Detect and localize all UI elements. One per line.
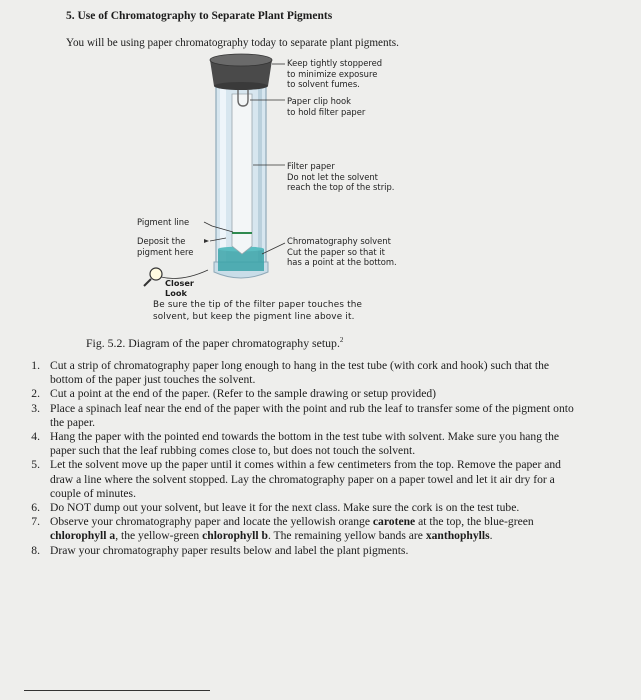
list-item: 7. Observe your chromatography paper and locate the yellowish orange carotene at the top, the blue-green chlorophyll a, the yellow-green chlorophyll b. The remaining yellow bands are xanthophylls. — [31, 515, 534, 543]
intro-text: You will be using paper chromatography today to separate plant pigments. — [66, 37, 399, 49]
filter-paper-label: Filter paper Do not let the solvent reach the top of the strip. — [287, 161, 395, 192]
list-item: 6. Do NOT dump out your solvent, but leave it for the next class. Make sure the cork is on the test tube. — [31, 501, 520, 515]
list-item: 8. Draw your chromatography paper results below and label the plant pigments. — [31, 543, 409, 557]
filter-paper — [232, 94, 252, 254]
list-item: 2. Cut a point at the end of the paper. (Refer to the sample drawing or setup provided) — [31, 387, 437, 401]
list-item: 4. Hang the paper with the pointed end towards the bottom in the test tube with solvent. Make sure you hang the paper such that the leaf rubbing comes close to, but does not touch the solvent. — [31, 430, 560, 458]
procedure-steps — [22, 359, 582, 558]
section-title: 5. Use of Chromatography to Separate Plant Pigments — [66, 10, 333, 22]
diagram-note: Be sure the tip of the filter paper touches the solvent, but keep the pigment line above it. — [153, 300, 363, 322]
hook-label: Paper clip hook to hold filter paper — [287, 96, 366, 117]
stopper-label: Keep tightly stoppered to minimize exposure to solvent fumes. — [287, 58, 383, 89]
list-item: 5. Let the solvent move up the paper until it comes within a few centimeters from the top. Remove the paper and draw a line where the solvent stopped. Lay the chromatography paper on a paper towel and let it air dry for a couple of minutes. — [31, 458, 561, 500]
solvent-label: Chromatography solvent Cut the paper so that it has a point at the bottom. — [287, 236, 397, 267]
deposit-label: Deposit the pigment here — [137, 236, 194, 257]
answer-line — [24, 690, 210, 691]
figure-caption: Fig. 5.2. Diagram of the paper chromatography setup.$^2$ — [86, 336, 344, 350]
closer-look-label: Closer Look — [165, 278, 194, 298]
list-item: 3. Place a spinach leaf near the end of the paper with the point and rub the leaf to transfer some of the pigment onto the paper. — [31, 401, 574, 429]
pigment-line-label: Pigment line — [137, 217, 190, 227]
list-item: 1. Cut a strip of chromatography paper long enough to hang in the test tube (with cork and hook) such that the bottom of the paper just touches the solvent. — [31, 359, 550, 387]
